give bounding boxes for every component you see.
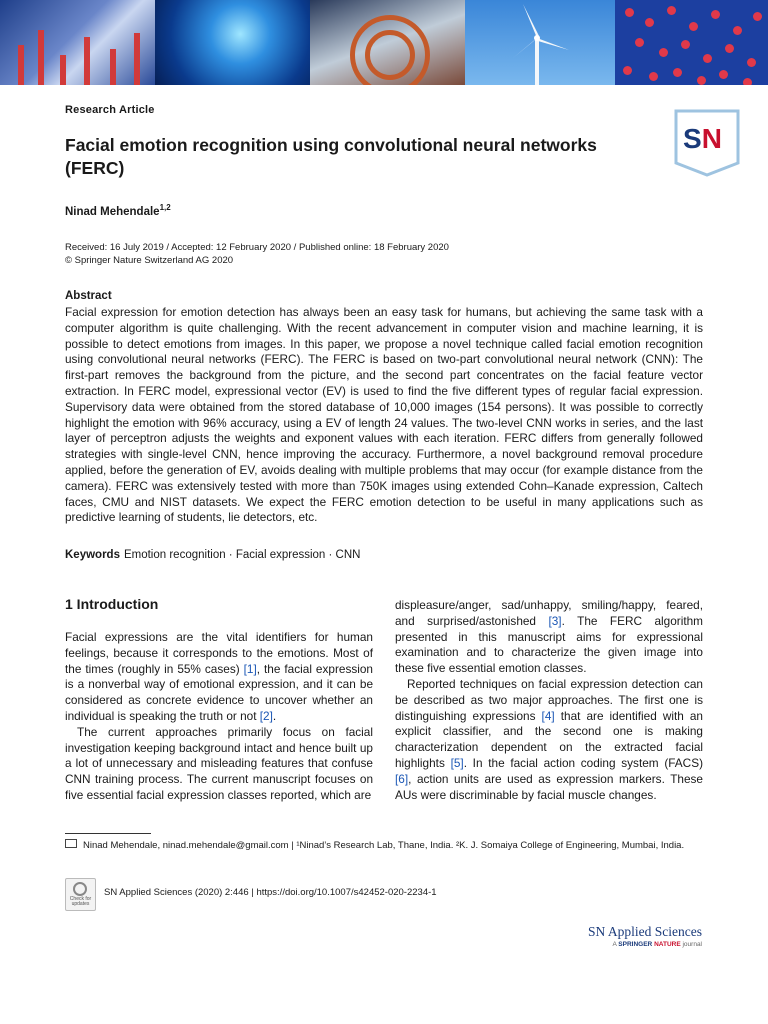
abstract-heading: Abstract [65, 290, 112, 302]
citation-link[interactable]: [6] [395, 771, 409, 786]
author-name[interactable]: Ninad Mehendale [65, 205, 160, 218]
journal-brand [588, 924, 702, 948]
banner-image-blue-energy [155, 0, 310, 85]
check-for-updates-badge[interactable] [65, 878, 96, 911]
paragraph: displeasure/anger, sad/unhappy, smiling/happy, feared, and surprised/astonished [3]. The FERC algorithm presented in this manuscript aims for expressional examination and to characterize the given image into these five essential emotion classes. [395, 598, 703, 676]
envelope-icon [65, 839, 77, 848]
sn-logo-s: SN [683, 123, 722, 154]
paragraph: The current approaches primarily focus on facial investigation keeping background intact and hence built up a lot of unnecessary and misleading features that confuse CNN training process. The current manuscript focuses on five essential facial expression classes reported, which are [65, 724, 373, 802]
footnote-text: Ninad Mehendale, ninad.mehendale@gmail.com | ¹Ninad’s Research Lab, Thane, India. ²K. J. Somaiya College of Engineering, Mumbai, India. [83, 840, 685, 851]
sn-logo [673, 108, 741, 178]
keywords [65, 549, 360, 561]
footnote-divider [65, 833, 151, 834]
banner-image-molecules [615, 0, 768, 85]
author-line [65, 203, 171, 218]
citation-link[interactable]: [5] [450, 755, 464, 770]
keywords-label: Keywords [65, 549, 120, 561]
paper-title: Facial emotion recognition using convolutional neural networks (FERC) [65, 135, 597, 178]
section-heading-introduction: 1 Introduction [65, 596, 159, 612]
paragraph: Reported techniques on facial expression detection can be described as two major approaches. The first one is distinguishing expressions [4] that are identified with an explicit classifier, and the second one is making characterization dependent on the extracted facial highlights [5]. In the facial action coding system (FACS) [6], action units are used as expression markers. These AUs were discriminable by facial muscle changes. [395, 676, 703, 802]
article-type: Research Article [65, 104, 155, 116]
dates-line: Received: 16 July 2019 / Accepted: 12 February 2020 / Published online: 18 February 2020 [65, 242, 449, 253]
text-column-right [395, 598, 703, 803]
footnote [65, 839, 705, 853]
citation-link[interactable]: [2] [259, 708, 273, 723]
keywords-list: Emotion recognition · Facial expression · CNN [123, 549, 361, 561]
journal-name: SN Applied Sciences [588, 924, 702, 939]
check-badge-text: Check for updates [69, 896, 92, 907]
check-icon [73, 882, 87, 896]
journal-publisher: A SPRINGER NATURE journal [612, 941, 702, 948]
abstract-text: Facial expression for emotion detection has always been an easy task for humans, but achieving the same task with a computer algorithm is quite challenging. With the recent advancement in computer vision and machine learning, it is possible to detect emotions from images. In this paper, we propose a novel technique called facial emotion recognition using convolutional neural networks (FERC). The FERC is based on two-part convolutional neural network (CNN): The first-part removes the background from the picture, and the second part concentrates on the facial feature vector extraction. In FERC model, expressional vector (EV) is used to find the five different types of regular facial expression. Supervisory data were obtained from the stored database of 10,000 images (154 persons). It was possible to correctly highlight the emotion with 96% accuracy, using a EV of length 24 values. The two-level CNN works in series, and the last layer of perceptron adjusts the weights and exponent values with each iteration. FERC differs from generally followed strategies with single-level CNN, hence improving the accuracy. Furthermore, a novel background removal procedure applied, before the generation of EV, avoids dealing with multiple problems that may occur (for example distance from the camera). FERC was extensively tested with more than 750K images using extended Cohn–Kanade expression, Caltech faces, CMU and NIST datasets. We expect the FERC emotion detection to be useful in many applications such as predictive learning of students, lie detectors, etc. [65, 305, 703, 525]
header-banner [0, 0, 768, 85]
banner-image-coils [310, 0, 465, 85]
copyright-line: © Springer Nature Switzerland AG 2020 [65, 255, 234, 266]
publication-dates [65, 241, 449, 267]
citation-line[interactable]: SN Applied Sciences (2020) 2:446 | https://doi.org/10.1007/s42452-020-2234-1 [104, 887, 437, 898]
citation-link[interactable]: [1] [243, 661, 257, 676]
citation-link[interactable]: [3] [548, 613, 562, 628]
author-affiliations: 1,2 [159, 203, 171, 212]
text-column-left [65, 630, 373, 804]
citation-link[interactable]: [4] [541, 708, 555, 723]
banner-image-red-bars [0, 0, 155, 85]
paragraph: Facial expressions are the vital identifiers for human feelings, because it corresponds to the emotions. Most of the times (roughly in 55% cases) [1], the facial expression is a nonverbal way of emotional expression, and it can be considered as concrete evidence to uncover whether an individual is speaking the truth or not [2]. [65, 630, 373, 723]
banner-image-wind-turbine [465, 0, 615, 85]
